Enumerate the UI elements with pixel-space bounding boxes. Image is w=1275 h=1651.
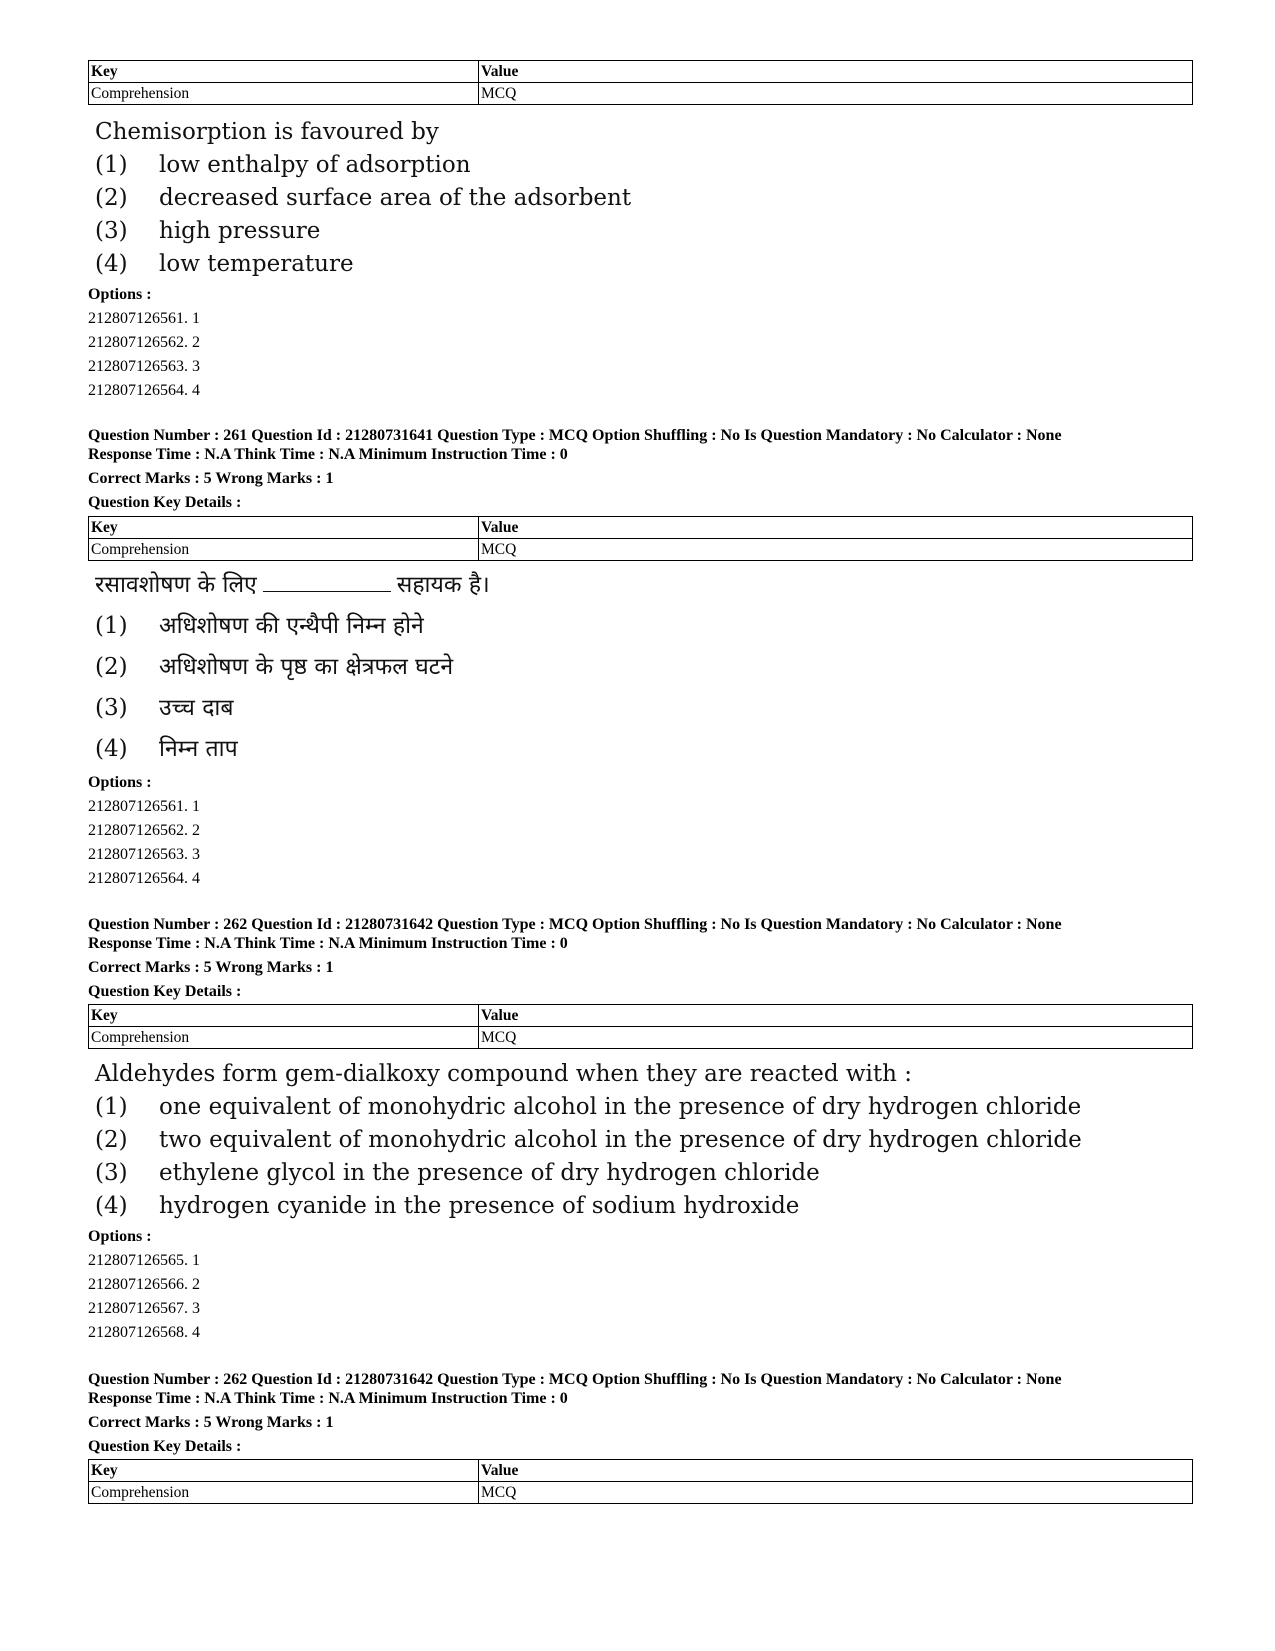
option-item: 212807126566. 2 bbox=[88, 1276, 200, 1293]
choice-2: (2) अधिशोषण के पृष्ठ का क्षेत्रफल घटने bbox=[95, 654, 454, 680]
choice-1: (1) low enthalpy of adsorption bbox=[95, 152, 471, 178]
option-item: 212807126563. 3 bbox=[88, 358, 200, 375]
key-cell: Comprehension bbox=[89, 1027, 479, 1049]
option-item: 212807126562. 2 bbox=[88, 334, 200, 351]
question-stem: Chemisorption is favoured by bbox=[95, 119, 439, 145]
meta-line: Correct Marks : 5 Wrong Marks : 1 bbox=[88, 470, 334, 487]
options-list bbox=[88, 1225, 200, 1345]
value-cell: MCQ bbox=[479, 83, 1193, 105]
key-header: Key bbox=[89, 1005, 479, 1027]
key-details-label: Question Key Details : bbox=[88, 983, 242, 1000]
value-header: Value bbox=[479, 61, 1193, 83]
choice-1: (1) अधिशोषण की एन्थैपी निम्न होने bbox=[95, 613, 424, 639]
choice-2: (2) decreased surface area of the adsorbent bbox=[95, 185, 632, 211]
option-item: 212807126567. 3 bbox=[88, 1300, 200, 1317]
meta-line: Response Time : N.A Think Time : N.A Minimum Instruction Time : 0 bbox=[88, 935, 568, 952]
meta-line: Question Number : 262 Question Id : 21280731642 Question Type : MCQ Option Shuffling : No Is Question Mandatory : No Calculator : None bbox=[88, 1371, 1062, 1388]
value-header: Value bbox=[479, 517, 1193, 539]
options-label: Options : bbox=[88, 774, 152, 791]
key-cell: Comprehension bbox=[89, 1482, 479, 1504]
value-cell: MCQ bbox=[479, 1482, 1193, 1504]
key-value-table bbox=[88, 60, 1193, 105]
key-header: Key bbox=[89, 61, 479, 83]
question-image-hindi bbox=[95, 564, 490, 770]
choice-3: (3) high pressure bbox=[95, 218, 321, 244]
choice-2: (2) two equivalent of monohydric alcohol in the presence of dry hydrogen chloride bbox=[95, 1127, 1082, 1153]
value-cell: MCQ bbox=[479, 1027, 1193, 1049]
key-value-table bbox=[88, 1459, 1193, 1504]
question-meta-262 bbox=[88, 915, 1062, 1001]
choice-3: (3) ethylene glycol in the presence of dry hydrogen chloride bbox=[95, 1160, 820, 1186]
meta-line: Correct Marks : 5 Wrong Marks : 1 bbox=[88, 1414, 334, 1431]
choice-1: (1) one equivalent of monohydric alcohol in the presence of dry hydrogen chloride bbox=[95, 1094, 1082, 1120]
option-item: 212807126562. 2 bbox=[88, 822, 200, 839]
meta-line: Question Number : 261 Question Id : 21280731641 Question Type : MCQ Option Shuffling : No Is Question Mandatory : No Calculator : None bbox=[88, 427, 1062, 444]
key-header: Key bbox=[89, 1460, 479, 1482]
choice-4: (4) hydrogen cyanide in the presence of sodium hydroxide bbox=[95, 1193, 800, 1219]
option-item: 212807126563. 3 bbox=[88, 846, 200, 863]
question-image-english bbox=[95, 116, 631, 281]
option-item: 212807126564. 4 bbox=[88, 870, 200, 887]
meta-line: Response Time : N.A Think Time : N.A Minimum Instruction Time : 0 bbox=[88, 446, 568, 463]
meta-line: Correct Marks : 5 Wrong Marks : 1 bbox=[88, 959, 334, 976]
options-label: Options : bbox=[88, 286, 152, 303]
value-cell: MCQ bbox=[479, 539, 1193, 561]
key-value-table bbox=[88, 516, 1193, 561]
question-image-english bbox=[95, 1058, 1082, 1223]
question-meta-262-repeat bbox=[88, 1370, 1062, 1456]
option-item: 212807126565. 1 bbox=[88, 1252, 200, 1269]
options-list bbox=[88, 771, 200, 891]
key-details-label: Question Key Details : bbox=[88, 1438, 242, 1455]
value-header: Value bbox=[479, 1005, 1193, 1027]
question-stem: Aldehydes form gem-dialkoxy compound when they are reacted with : bbox=[95, 1061, 913, 1087]
options-list bbox=[88, 283, 200, 403]
blank-line bbox=[263, 569, 391, 592]
key-header: Key bbox=[89, 517, 479, 539]
options-label: Options : bbox=[88, 1228, 152, 1245]
question-meta-261 bbox=[88, 426, 1062, 512]
choice-4: (4) low temperature bbox=[95, 251, 354, 277]
option-item: 212807126564. 4 bbox=[88, 382, 200, 399]
choice-3: (3) उच्च दाब bbox=[95, 695, 234, 721]
key-cell: Comprehension bbox=[89, 539, 479, 561]
key-cell: Comprehension bbox=[89, 83, 479, 105]
choice-4: (4) निम्न ताप bbox=[95, 736, 238, 762]
question-stem: रसावशोषण के लिए सहायक है। bbox=[95, 564, 490, 606]
option-item: 212807126561. 1 bbox=[88, 310, 200, 327]
key-value-table bbox=[88, 1004, 1193, 1049]
meta-line: Question Number : 262 Question Id : 21280731642 Question Type : MCQ Option Shuffling : No Is Question Mandatory : No Calculator : None bbox=[88, 916, 1062, 933]
key-details-label: Question Key Details : bbox=[88, 494, 242, 511]
option-item: 212807126568. 4 bbox=[88, 1324, 200, 1341]
option-item: 212807126561. 1 bbox=[88, 798, 200, 815]
meta-line: Response Time : N.A Think Time : N.A Minimum Instruction Time : 0 bbox=[88, 1390, 568, 1407]
value-header: Value bbox=[479, 1460, 1193, 1482]
